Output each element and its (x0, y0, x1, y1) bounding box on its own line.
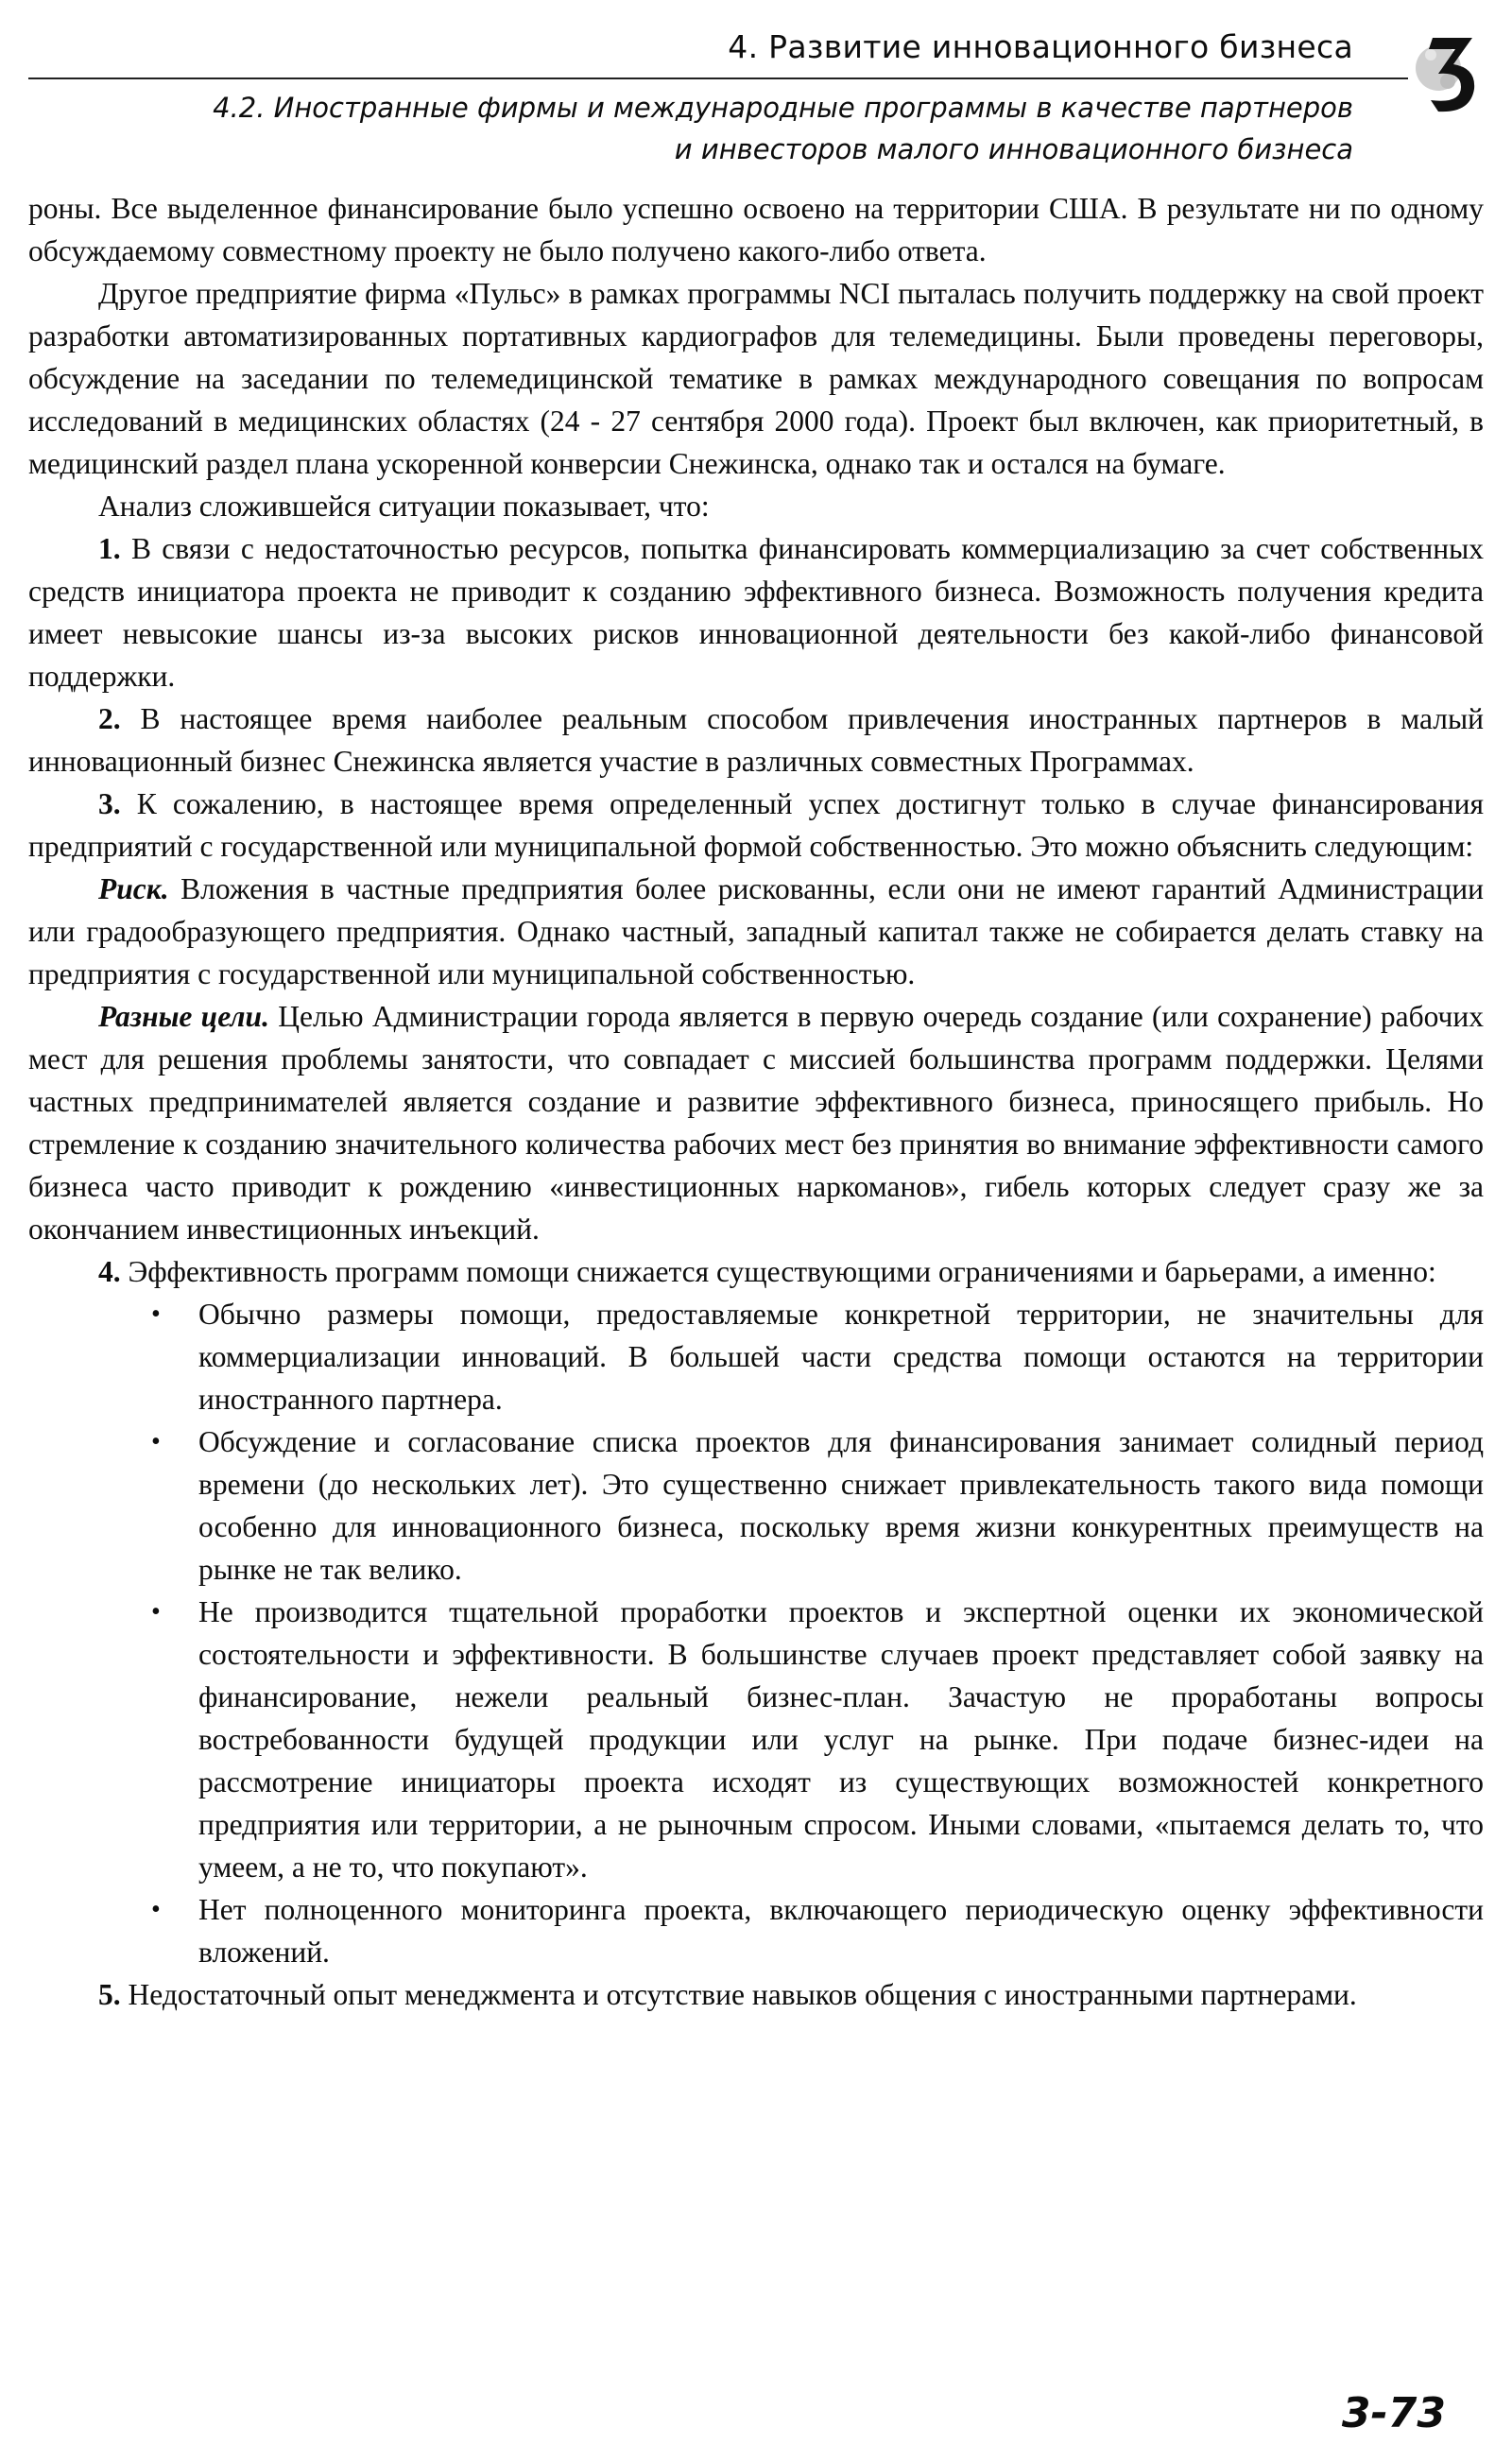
list-item-number: 3. (98, 787, 121, 820)
list-item-number: 4. (98, 1255, 121, 1288)
goals-text: Целью Администрации города является в первую очередь создание (или сохранение) рабочих мест для решения проблемы занятости, что совпадает с миссией большинства программ поддержки. Целями частных предпринимателей является создание и развитие эффективного бизнеса, приносящего прибыль. Но стремление к созданию значительного количества рабочих мест без принятия во внимание эффективности самого бизнеса часто приводит к рождению «инвестиционных наркоманов», гибель которых следует сразу же за окончанием инвестиционных инъекций. (28, 1000, 1484, 1246)
list-item-text: Недостаточный опыт менеджмента и отсутствие навыков общения с иностранными партнерами. (128, 1978, 1357, 2011)
list-item-3 (28, 783, 1484, 868)
list-item-text: К сожалению, в настоящее время определенный успех достигнут только в случае финансирования предприятий с государственной или муниципальной формой собственностью. Это можно объяснить следующим: (28, 787, 1485, 863)
bullet-item (151, 1293, 1484, 1420)
chapter-3-badge-icon (1410, 26, 1484, 117)
goals-paragraph (28, 995, 1484, 1250)
bullet-icon: • (151, 1299, 161, 1329)
paragraph-analysis-intro: Анализ сложившейся ситуации показывает, что: (98, 490, 710, 523)
list-item-text: В связи с недостаточностью ресурсов, попытка финансировать коммерциализацию за счет собственных средств инициатора проекта не приводит к созданию эффективного бизнеса. Возможность получения кредита имеет невысокие шансы из-за высоких рисков инновационной деятельности без какой-либо финансовой поддержки. (28, 532, 1484, 693)
paragraph-puls: Другое предприятие фирма «Пульс» в рамках программы NCI пыталась получить поддержку на свой проект разработки автоматизированных портативных кардиографов для телемедицины. Были проведены переговоры, обсуждение на заседании по телемедицинской тематике в рамках международного совещания по вопросам исследований в медицинских областях (24 - 27 сентября 2000 года). Проект был включен, как приоритетный, в медицинский раздел плана ускоренной конверсии Снежинска, однако так и остался на бумаге. (28, 277, 1484, 480)
risk-paragraph (28, 868, 1484, 995)
risk-label: Риск. (98, 872, 169, 905)
chapter-title: 4. Развитие инновационного бизнеса (728, 28, 1353, 65)
section-title-line-1: 4.2. Иностранные фирмы и международные программы в качестве партнеров (213, 92, 1353, 124)
header-rule (28, 77, 1408, 79)
page-header (0, 0, 1512, 165)
bullet-icon: • (151, 1895, 161, 1924)
bullet-item (151, 1888, 1484, 1973)
section-title (125, 87, 1353, 170)
list-item-text: Эффективность программ помощи снижается существующими ограничениями и барьерами, а именно: (128, 1255, 1436, 1288)
list-item-number: 5. (98, 1978, 121, 2011)
bullet-item (151, 1591, 1484, 1888)
bullet-text: Не производится тщательной проработки проектов и экспертной оценки их экономической состоятельности и эффективности. В большинстве случаев проект представляет собой заявку на финансирование, нежели реальный бизнес-план. Зачастую не проработаны вопросы востребованности будущей продукции или услуг на рынке. При подаче бизнес-идеи на рассмотрение инициаторы проекта исходят из существующих возможностей конкретного предприятия или территории, а не рыночным спросом. Иными словами, «пытаемся делать то, что умеем, а не то, что покупают». (198, 1595, 1484, 1884)
paragraph-continuation: роны. Все выделенное финансирование было успешно освоено на территории США. В результате ни по одному обсуждаемому совместному проекту не было получено какого-либо ответа. (28, 192, 1484, 267)
barriers-bullet-list (28, 1293, 1484, 1973)
bullet-item (151, 1420, 1484, 1591)
bullet-text: Обычно размеры помощи, предоставляемые конкретной территории, не значительны для коммерциализации инноваций. В большей части средства помощи остаются на территории иностранного партнера. (198, 1298, 1484, 1416)
list-item-number: 1. (98, 532, 121, 565)
list-item-text: В настоящее время наиболее реальным способом привлечения иностранных партнеров в малый инновационный бизнес Снежинска является участие в различных совместных Программах. (28, 702, 1485, 778)
bullet-icon: • (151, 1597, 161, 1626)
risk-text: Вложения в частные предприятия более рискованны, если они не имеют гарантий Администрации или градообразующего предприятия. Однако частный, западный капитал также не собирается делать ставку на предприятия с государственной или муниципальной собственностью. (28, 872, 1485, 990)
list-item-1 (28, 527, 1484, 697)
bullet-icon: • (151, 1427, 161, 1456)
goals-label: Разные цели. (98, 1000, 269, 1033)
list-item-2 (28, 697, 1484, 783)
page-number: 3-73 (1341, 2389, 1446, 2437)
list-item-4 (28, 1250, 1484, 1293)
section-title-line-2: и инвесторов малого инновационного бизнеса (674, 133, 1353, 165)
bullet-text: Нет полноценного мониторинга проекта, включающего периодическую оценку эффективности вложений. (198, 1893, 1484, 1969)
list-item-5 (28, 1973, 1484, 2016)
page-body (28, 187, 1484, 2016)
list-item-number: 2. (98, 702, 121, 735)
bullet-text: Обсуждение и согласование списка проектов для финансирования занимает солидный период времени (до нескольких лет). Это существенно снижает привлекательность такого вида помощи особенно для инновационного бизнеса, поскольку время жизни конкурентных преимуществ на рынке не так велико. (198, 1425, 1484, 1586)
